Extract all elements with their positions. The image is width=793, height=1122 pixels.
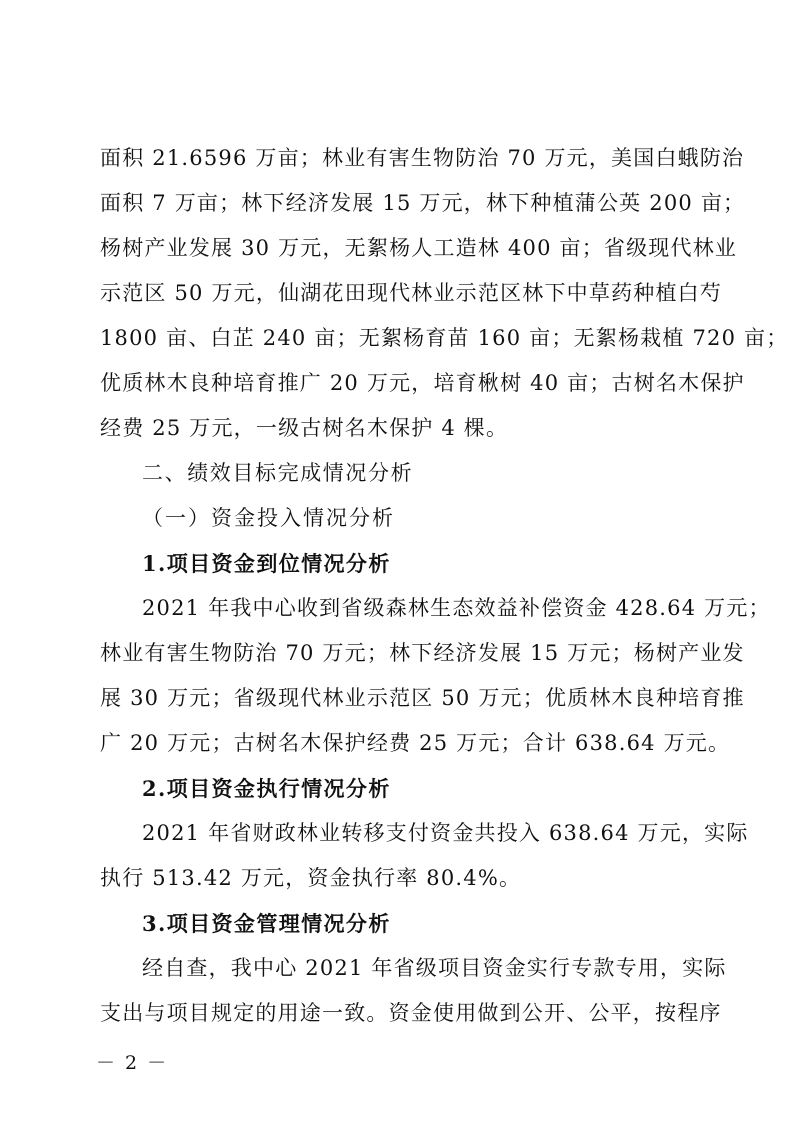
body-text-line: 2021 年我中心收到省级森林生态效益补偿资金 428.64 万元； xyxy=(142,596,771,620)
subsection-heading: （一）资金投入情况分析 xyxy=(142,506,395,530)
body-text-line: 林业有害生物防治 70 万元；林下经济发展 15 万元；杨树产业发 xyxy=(100,641,745,665)
body-text-line: 优质林木良种培育推广 20 万元，培育楸树 40 亩；古树名木保护 xyxy=(100,371,745,395)
body-text-line: 面积 21.6596 万亩；林业有害生物防治 70 万元，美国白蛾防治 xyxy=(100,146,745,170)
body-text-line: 经自查，我中心 2021 年省级项目资金实行专款专用，实际 xyxy=(142,956,727,980)
body-text-line: 杨树产业发展 30 万元，无絮杨人工造林 400 亩；省级现代林业 xyxy=(100,236,738,260)
item-heading: 2.项目资金执行情况分析 xyxy=(142,776,391,801)
body-text-line: 展 30 万元；省级现代林业示范区 50 万元；优质林木良种培育推 xyxy=(100,686,745,710)
body-text-line: 执行 513.42 万元，资金执行率 80.4%。 xyxy=(100,866,522,890)
body-text-line: 支出与项目规定的用途一致。资金使用做到公开、公平，按程序 xyxy=(100,1001,722,1025)
body-text-line: 经费 25 万元，一级古树名木保护 4 棵。 xyxy=(100,416,509,440)
body-text-line: 1800 亩、白芷 240 亩；无絮杨育苗 160 亩；无絮杨栽植 720 亩； xyxy=(100,326,789,350)
body-text-line: 示范区 50 万元，仙湖花田现代林业示范区林下中草药种植白芍 xyxy=(100,281,723,305)
section-heading: 二、绩效目标完成情况分析 xyxy=(142,461,414,485)
body-text-line: 面积 7 万亩；林下经济发展 15 万元，林下种植蒲公英 200 亩； xyxy=(100,191,746,215)
body-text-line: 广 20 万元；古树名木保护经费 25 万元；合计 638.64 万元。 xyxy=(100,731,731,755)
body-text-line: 2021 年省财政林业转移支付资金共投入 638.64 万元，实际 xyxy=(142,821,749,845)
item-heading: 1.项目资金到位情况分析 xyxy=(142,551,391,576)
page-number: － 2 － xyxy=(96,1052,169,1074)
item-heading: 3.项目资金管理情况分析 xyxy=(142,911,391,936)
